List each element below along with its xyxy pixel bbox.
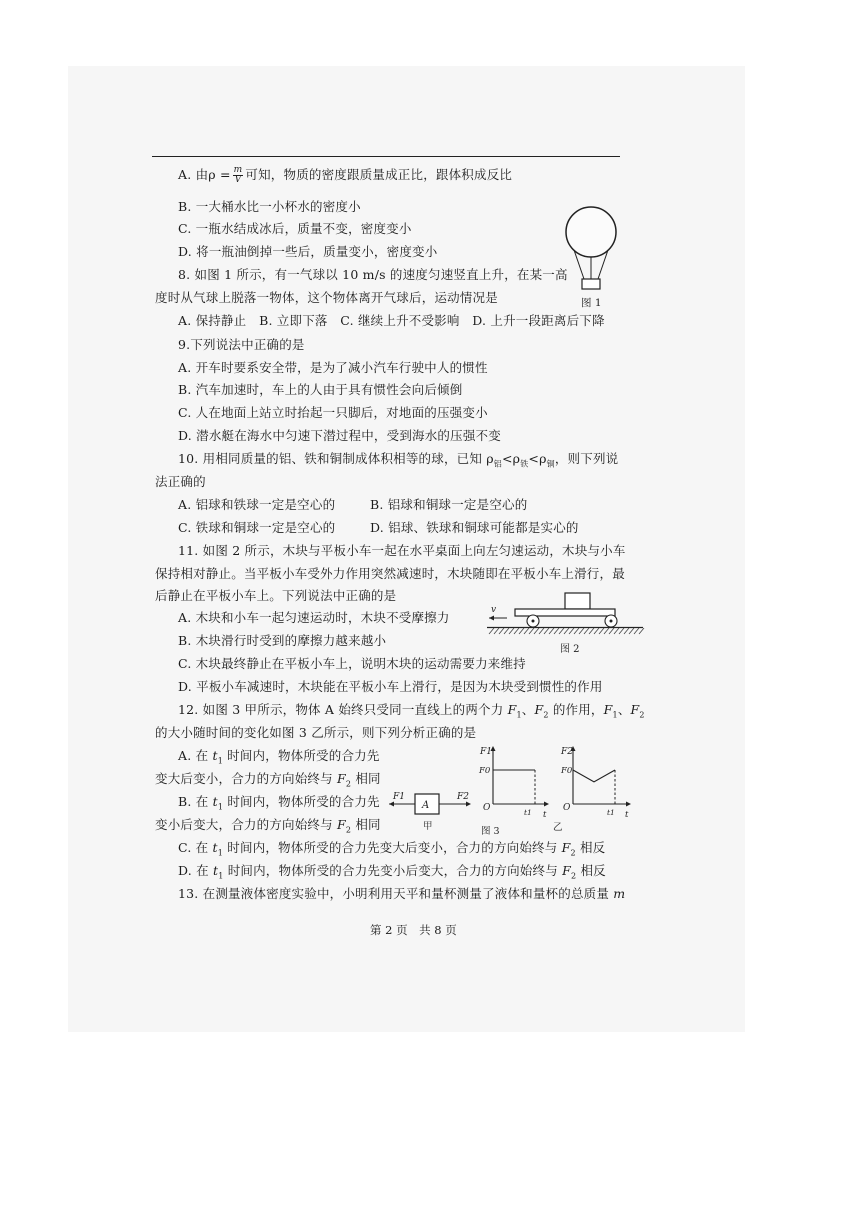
hatch-line: [524, 628, 529, 634]
q12-option-c: [178, 840, 605, 862]
figure-3-label: 图 3: [481, 826, 500, 837]
time-subscript: 1: [217, 848, 224, 858]
hatch-line: [589, 628, 594, 634]
force-label-f1: F1: [393, 792, 405, 802]
hatch-line: [579, 628, 584, 634]
q10-stem-tail: ，则下列说: [554, 451, 619, 466]
q12-text: 、: [617, 702, 631, 717]
figure-1-balloon: [560, 200, 620, 312]
q9-option-a: A. 开车时要系安全带，是为了减小汽车行驶中人的惯性: [178, 360, 488, 375]
q9-option-c: C. 人在地面上站立时抬起一只脚后，对地面的压强变小: [178, 405, 488, 420]
time-symbol: t: [212, 840, 218, 855]
figure-3-jia-label: 甲: [423, 821, 433, 832]
q7-option-c: C. 一瓶水结成冰后，质量不变，密度变小: [178, 221, 412, 236]
y-tick-label: F0: [561, 766, 573, 776]
hatch-line: [549, 628, 554, 634]
q10-stem-line1: [178, 451, 618, 473]
force-symbol: F: [603, 702, 613, 717]
q12-stem-line1: [178, 702, 645, 724]
hatch-line: [574, 628, 579, 634]
hatch-line: [539, 628, 544, 634]
cart-board: [515, 609, 615, 616]
q12-stem-line2: 的大小随时间的变化如图 3 乙所示，则下列分析正确的是: [155, 725, 477, 740]
figure-1-label: 图 1: [581, 297, 602, 309]
force-subscript: 2: [570, 871, 577, 881]
force-subscript: 1: [516, 710, 522, 720]
hatch-line: [639, 628, 644, 634]
force-subscript: 2: [345, 825, 352, 835]
force-subscript: 2: [570, 848, 576, 858]
velocity-arrowhead: [489, 616, 494, 621]
object-a-label: A: [422, 800, 430, 811]
q12-text: 相同: [351, 771, 381, 786]
q10-option-b: B. 铝球和铜球一定是空心的: [370, 497, 528, 512]
q11-option-d: D. 平板小车减速时，木块能在平板小车上滑行，是因为木块受到惯性的作用: [178, 679, 603, 694]
q8-stem-line1: 8. 如图 1 所示，有一气球以 10 m/s 的速度匀速竖直上升，在某一高: [178, 267, 568, 282]
force-symbol: F: [630, 702, 640, 717]
q10-stem-line2: 法正确的: [155, 474, 206, 489]
series-line: [573, 770, 615, 782]
q11-stem-line3: 后静止在平板小车上。下列说法中正确的是: [155, 588, 397, 603]
force-symbol: F: [507, 702, 517, 717]
hatch-line: [544, 628, 549, 634]
force-symbol: F: [336, 817, 346, 832]
q12-option-b-line1: [178, 794, 380, 816]
force-symbol: F: [561, 840, 571, 855]
time-subscript: 1: [218, 871, 224, 881]
mass-symbol: m: [613, 886, 626, 901]
q11-option-c: C. 木块最终静止在平板小车上，说明木块的运动需要力来维持: [178, 656, 526, 671]
hatch-line: [629, 628, 634, 634]
hatch-line: [489, 628, 494, 634]
time-symbol: t: [213, 863, 219, 878]
hatch-line: [509, 628, 514, 634]
q13-text: 13. 在测量液体密度实验中，小明利用天平和量杯测量了液体和量杯的总质量: [178, 886, 614, 901]
q11-stem-line2: 保持相对静止。当平板小车受外力作用突然减速时，木块随即在平板小车上滑行，最: [155, 566, 625, 581]
x-tick-label: t1: [524, 808, 532, 817]
density-fraction: [233, 166, 244, 185]
q7-option-b: B. 一大桶水比一小杯水的密度小: [178, 199, 361, 214]
q12-text: 12. 如图 3 甲所示，物体 A 始终只受同一直线上的两个力: [178, 702, 508, 717]
force-arrowhead-f2: [466, 802, 471, 807]
q11-option-b: B. 木块滑行时受到的摩擦力越来越小: [178, 633, 387, 648]
page-footer: 第 2 页 共 8 页: [370, 923, 457, 937]
hatch-line: [499, 628, 504, 634]
origin-label: O: [563, 803, 571, 813]
q12-option-d: [178, 863, 606, 885]
hatch-line: [609, 628, 614, 634]
force-subscript: 2: [543, 710, 549, 720]
q12-option-a-line2: [155, 771, 381, 793]
graph-f2: [560, 746, 631, 820]
hatch-line: [624, 628, 629, 634]
hatch-line: [569, 628, 574, 634]
graph-f1: [478, 746, 549, 820]
q10-stem-text: 10. 用相同质量的铝、铁和铜制成体积相等的球，已知 ρ: [178, 451, 494, 466]
force-subscript: 1: [612, 710, 618, 720]
q9-option-b: B. 汽车加速时，车上的人由于具有惯性会向后倾倒: [178, 382, 463, 397]
subscript-iron: 铁: [520, 459, 529, 469]
q12-text: 时间内，物体所受的合力先变小后变大，合力的方向始终与: [223, 863, 563, 878]
figure-2-cart: [485, 588, 645, 658]
y-axis-label: F1: [480, 747, 492, 757]
header-rule: [152, 156, 620, 157]
force-arrowhead-f1: [389, 802, 394, 807]
q12-text: 相反: [576, 863, 606, 878]
q12-text: 时间内，物体所受的合力先: [222, 748, 380, 763]
q12-text: B. 在: [178, 794, 213, 809]
figure-3-yi-label: 乙: [553, 822, 563, 833]
q9-stem: 9.下列说法中正确的是: [178, 337, 305, 352]
hatch-line: [599, 628, 604, 634]
q10-option-a: A. 铝球和铁球一定是空心的: [178, 497, 336, 512]
x-axis-label: t: [543, 810, 547, 820]
q11-stem-line1: 11. 如图 2 所示，木块与平板小车一起在水平桌面上向左匀速运动，木块与小车: [178, 543, 626, 558]
q9-option-d: D. 潜水艇在海水中匀速下潜过程中，受到海水的压强不变: [178, 428, 501, 443]
hatch-line: [619, 628, 624, 634]
hatch-line: [604, 628, 609, 634]
time-subscript: 1: [217, 802, 224, 812]
x-axis-label: t: [625, 810, 629, 820]
hatch-line: [584, 628, 589, 634]
wooden-block: [565, 593, 590, 609]
q7-option-a: [178, 166, 512, 185]
less-than: <ρ: [501, 451, 521, 466]
force-symbol: F: [336, 771, 346, 786]
q12-text: D. 在: [178, 863, 213, 878]
q8-stem-line2: 度时从气球上脱落一物体，这个物体离开气球后，运动情况是: [155, 290, 498, 305]
fraction-denominator: V: [234, 175, 242, 185]
velocity-label: v: [491, 605, 497, 615]
force-label-f2: F2: [457, 792, 469, 802]
figure-3-jia: [389, 792, 471, 832]
q10-option-d: D. 铝球、铁球和铜球可能都是实心的: [370, 520, 579, 535]
y-axis-label: F2: [561, 747, 573, 757]
fraction-numerator: m: [233, 165, 243, 175]
hatch-line: [494, 628, 499, 634]
figure-2-label: 图 2: [560, 644, 580, 655]
q12-text: 相反: [575, 840, 606, 855]
q12-text: 变大后变小，合力的方向始终与: [155, 771, 337, 786]
hatch-line: [594, 628, 599, 634]
hatch-line: [559, 628, 564, 634]
subscript-aluminum: 铝: [493, 459, 502, 469]
wheel-axle: [610, 620, 613, 623]
x-axis-arrowhead: [544, 802, 549, 807]
hatch-line: [504, 628, 509, 634]
origin-label: O: [483, 803, 491, 813]
time-symbol: t: [212, 748, 218, 763]
subscript-copper: 铜: [546, 459, 555, 469]
hatch-line: [614, 628, 619, 634]
q7-a-prefix: A. 由ρ =: [178, 167, 231, 182]
q8-options: A. 保持静止 B. 立即下落 C. 继续上升不受影响 D. 上升一段距离后下降: [178, 313, 605, 328]
q12-option-a-line1: [178, 748, 380, 770]
x-axis-arrowhead: [626, 802, 631, 807]
hatch-line: [519, 628, 524, 634]
balloon-shape: [566, 207, 616, 257]
q7-a-text: 可知，物质的密度跟质量成正比，跟体积成反比: [245, 167, 513, 182]
q7-option-d: D. 将一瓶油倒掉一些后，质量变小，密度变小: [178, 244, 438, 259]
hatch-line: [564, 628, 569, 634]
balloon-basket: [582, 279, 600, 289]
q12-text: A. 在: [178, 748, 213, 763]
q12-text: 时间内，物体所受的合力先: [223, 794, 380, 809]
hatch-line: [634, 628, 639, 634]
q13-stem: [178, 886, 625, 902]
force-subscript: 2: [639, 710, 645, 720]
less-than: <ρ: [528, 451, 547, 466]
hatch-line: [554, 628, 559, 634]
force-subscript: 2: [345, 779, 352, 789]
x-tick-label: t1: [607, 808, 615, 817]
q12-text: 时间内，物体所受的合力先变大后变小，合力的方向始终与: [223, 840, 562, 855]
q11-option-a: A. 木块和小车一起匀速运动时，木块不受摩擦力: [178, 610, 450, 625]
y-tick-label: F0: [479, 766, 491, 776]
q10-option-c: C. 铁球和铜球一定是空心的: [178, 520, 336, 535]
table-hatching: [489, 628, 644, 634]
hatch-line: [514, 628, 519, 634]
q12-option-b-line2: [155, 817, 381, 839]
force-symbol: F: [562, 863, 571, 878]
force-symbol: F: [534, 702, 544, 717]
q12-text: C. 在: [178, 840, 213, 855]
q12-text: 的作用，: [548, 702, 604, 717]
time-subscript: 1: [217, 756, 223, 766]
wheel-axle: [532, 620, 535, 623]
hatch-line: [529, 628, 534, 634]
time-symbol: t: [212, 794, 218, 809]
figure-3: [385, 742, 647, 838]
q12-text: 变小后变大，合力的方向始终与: [155, 817, 337, 832]
q12-text: 、: [521, 702, 535, 717]
q12-text: 相同: [351, 817, 381, 832]
hatch-line: [534, 628, 539, 634]
